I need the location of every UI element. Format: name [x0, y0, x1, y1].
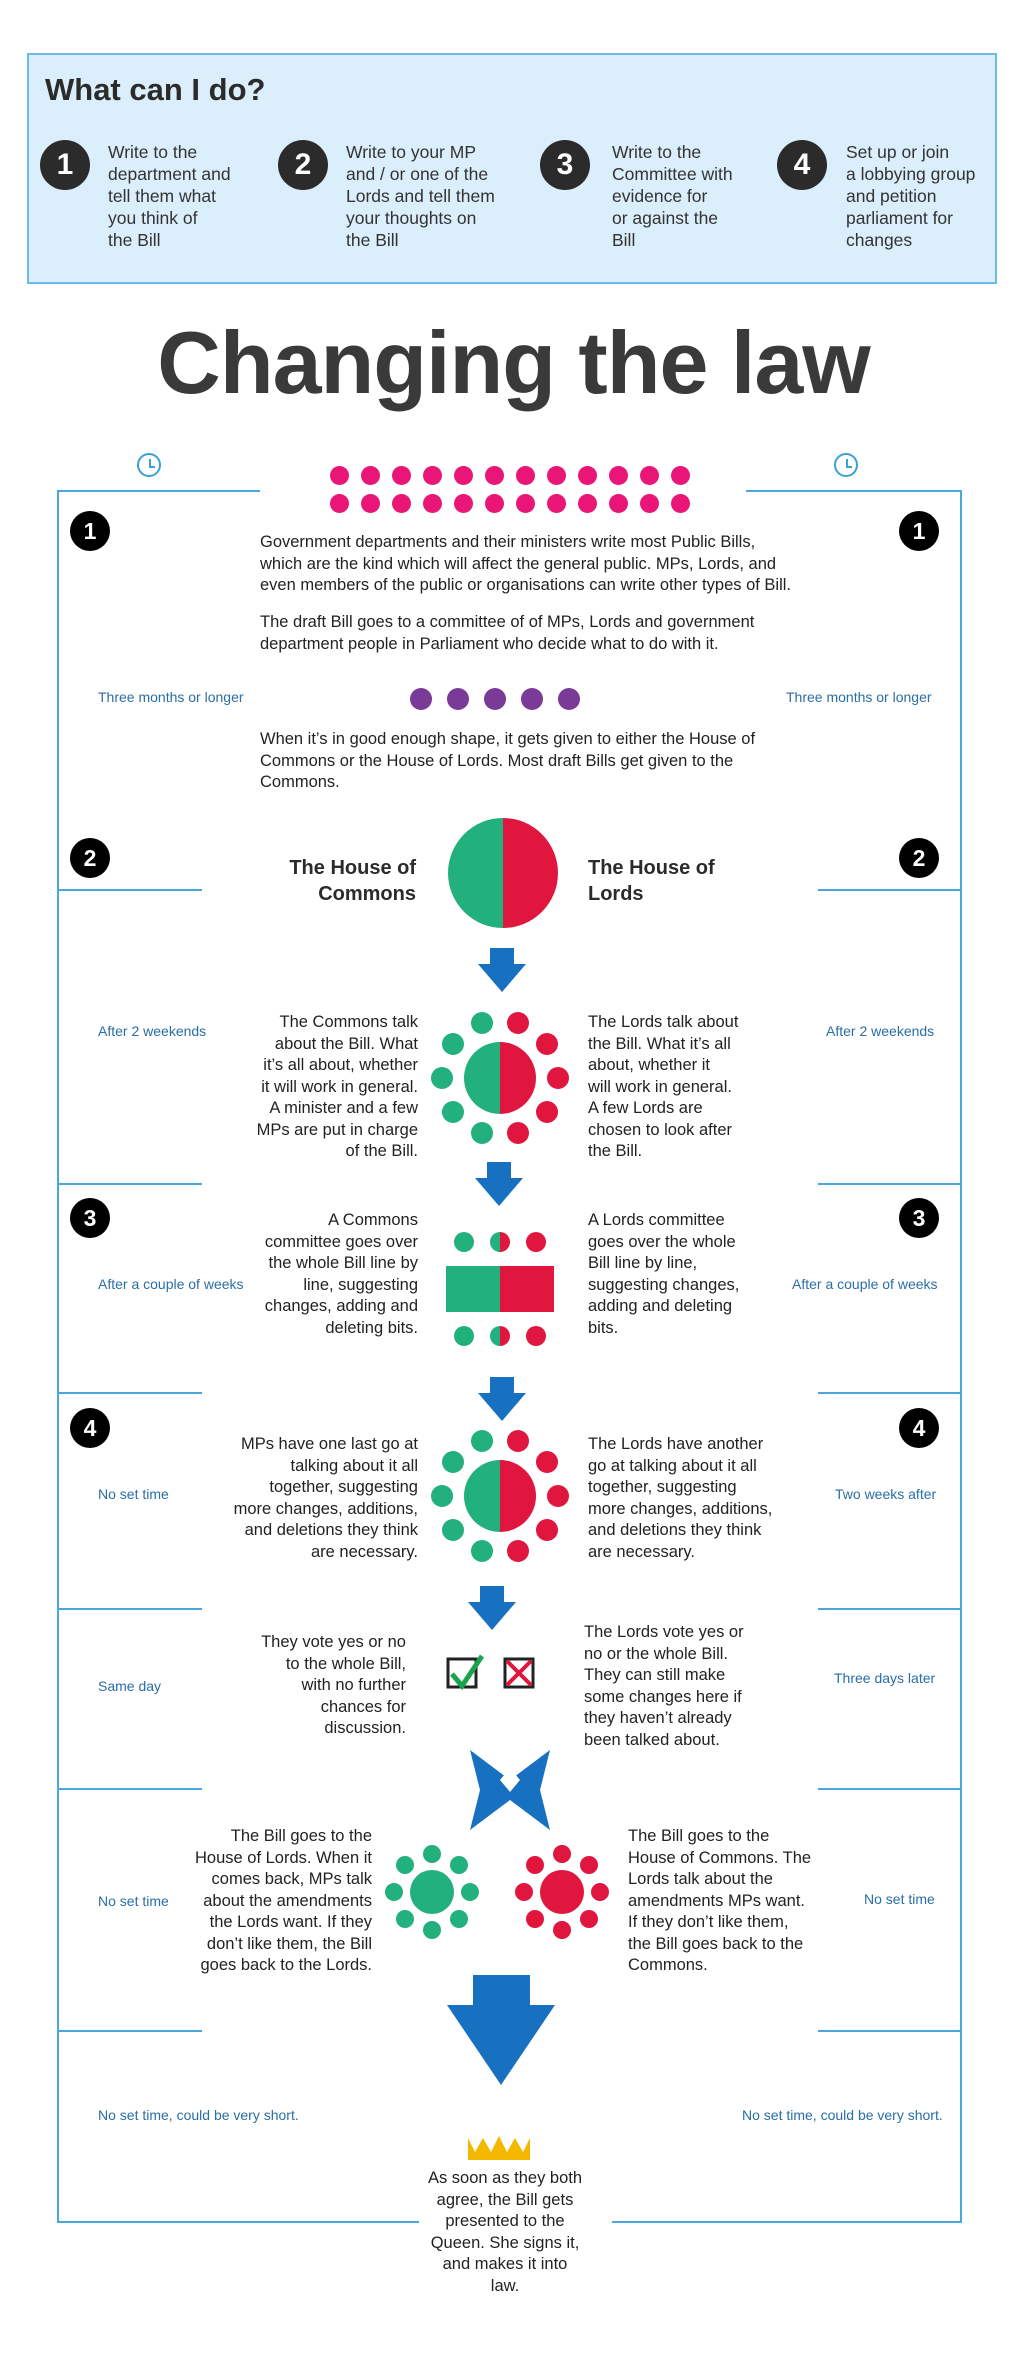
- member-dot: [536, 1033, 558, 1055]
- lords-ring: [516, 1846, 608, 1938]
- stage4-lords-text: The Lords have another go at talking about it all together, suggesting more changes, additions, and deletions they think are necessary.: [588, 1435, 773, 1561]
- house-of-lords-label: The House of Lords: [588, 857, 715, 905]
- step-2-number: 2: [278, 140, 328, 190]
- time-label-s1-left: Three months or longer: [98, 689, 244, 705]
- house-circle: [540, 1870, 584, 1914]
- committee-dot: [454, 1232, 474, 1252]
- time-label-return-right: No set time: [864, 1891, 935, 1907]
- committee-dot: [526, 1326, 546, 1346]
- time-label-s3-right: After a couple of weeks: [792, 1276, 938, 1292]
- member-dot: [442, 1101, 464, 1123]
- member-dot: [591, 1883, 609, 1901]
- member-dot: [431, 1485, 453, 1507]
- stage1-paragraph-3: When it’s in good enough shape, it gets given to either the House of Commons or the House of Lords. Most draft Bills get given to the Commons.: [260, 730, 756, 791]
- step-3-text: Write to the Committee with evidence for or against the Bill: [612, 142, 733, 250]
- committee-dot: [490, 1232, 510, 1252]
- member-dot: [553, 1921, 571, 1939]
- step-4-text: Set up or join a lobbying group and petition parliament for changes: [846, 142, 976, 250]
- stage2-commons-text: The Commons talk about the Bill. What it’s all about, whether it will work in general. A minister and a few MPs are put in charge of the Bill.: [256, 1013, 418, 1160]
- time-label-s2-left: After 2 weekends: [98, 1023, 207, 1039]
- stage-2-number-right: 2: [899, 838, 939, 878]
- step-1-number: 1: [40, 140, 90, 190]
- step-4-number: 4: [777, 140, 827, 190]
- time-label-final-right: No set time, could be very short.: [742, 2107, 943, 2123]
- stage2-debate-cluster: [432, 1010, 568, 1146]
- member-dot: [423, 1845, 441, 1863]
- stage-2-number-left: 2: [70, 838, 110, 878]
- final-text: As soon as they both agree, the Bill gets presented to the Queen. She signs it, and makes it into law.: [427, 2169, 583, 2295]
- stage4-debate-cluster: [432, 1428, 568, 1564]
- house-circle: [410, 1870, 454, 1914]
- stage-1-number-left: 1: [70, 511, 110, 551]
- return-lords-text: The Bill goes to the House of Commons. The Lords talk about the amendments MPs want. If they don’t like them, the Bill goes back to the Commons.: [628, 1827, 812, 1974]
- member-dot: [471, 1540, 493, 1562]
- member-dot: [507, 1122, 529, 1144]
- stage-1-number-right: 1: [899, 511, 939, 551]
- member-dot: [553, 1845, 571, 1863]
- arrow-down-4: [468, 1586, 516, 1630]
- step-2-text: Write to your MP and / or one of the Lords and tell them your thoughts on the Bill: [346, 142, 495, 250]
- stage1-paragraph-1: Government departments and their ministers write most Public Bills, which are the kind which will affect the general public. MPs, Lords, and even members of the public or organisations can write other types of Bill.: [260, 533, 792, 594]
- member-dot: [396, 1910, 414, 1928]
- member-dot: [385, 1883, 403, 1901]
- member-dot: [547, 1485, 569, 1507]
- return-commons-text: The Bill goes to the House of Lords. When it comes back, MPs talk about the amendments the Lords want. If they don’t like them, the Bill goes back to the Lords.: [194, 1827, 372, 1974]
- page-title: Changing the law: [157, 313, 870, 412]
- arrow-down-3: [478, 1377, 526, 1421]
- vote-no-icon: [505, 1659, 533, 1687]
- committee-table: [446, 1266, 554, 1312]
- member-dot: [515, 1883, 533, 1901]
- committee-dot: [454, 1326, 474, 1346]
- arrow-down-2: [475, 1162, 523, 1206]
- house-circle: [464, 1042, 536, 1114]
- member-dot: [536, 1451, 558, 1473]
- member-dot: [442, 1519, 464, 1541]
- time-label-vote-left: Same day: [98, 1678, 162, 1694]
- member-dot: [580, 1910, 598, 1928]
- time-label-s3-left: After a couple of weeks: [98, 1276, 244, 1292]
- stage-4-number-left: 4: [70, 1408, 110, 1448]
- time-label-s1-right: Three months or longer: [786, 689, 932, 705]
- member-dot: [507, 1430, 529, 1452]
- member-dot: [536, 1101, 558, 1123]
- split-arrows: [470, 1750, 550, 1830]
- time-label-s2-right: After 2 weekends: [826, 1023, 935, 1039]
- member-dot: [536, 1519, 558, 1541]
- big-arrow-down: [447, 1975, 555, 2085]
- member-dot: [471, 1012, 493, 1034]
- committee-dot: [526, 1232, 546, 1252]
- crown-icon: [468, 2136, 530, 2160]
- vote-lords-text: The Lords vote yes or no or the whole Bill. They can still make some changes here if they haven’t already been talked about.: [584, 1623, 744, 1749]
- vote-yes-icon: [448, 1656, 482, 1687]
- member-dot: [471, 1430, 493, 1452]
- committee-dot: [490, 1326, 510, 1346]
- panel-title: What can I do?: [45, 72, 266, 107]
- stage3-commons-text: A Commons committee goes over the whole Bill line by line, suggesting changes, adding and deleting bits.: [264, 1211, 418, 1337]
- arrow-down-1: [478, 948, 526, 992]
- commons-ring: [386, 1846, 478, 1938]
- time-label-s4-right: Two weeks after: [835, 1486, 937, 1502]
- member-dot: [507, 1012, 529, 1034]
- member-dot: [442, 1033, 464, 1055]
- member-dot: [461, 1883, 479, 1901]
- stage4-commons-text: MPs have one last go at talking about it all together, suggesting more changes, additions, and deletions they think are necessary.: [233, 1435, 418, 1561]
- member-dot: [547, 1067, 569, 1089]
- member-dot: [471, 1122, 493, 1144]
- time-label-return-left: No set time: [98, 1893, 169, 1909]
- member-dot: [450, 1856, 468, 1874]
- member-dot: [450, 1910, 468, 1928]
- house-circle: [464, 1460, 536, 1532]
- time-label-s4-left: No set time: [98, 1486, 169, 1502]
- house-of-commons-label: The House of Commons: [289, 857, 416, 905]
- step-3-number: 3: [540, 140, 590, 190]
- stage2-lords-text: The Lords talk about the Bill. What it’s all about, whether it will work in general. A few Lords are chosen to look after the Bill.: [588, 1013, 739, 1160]
- stage3-committee-table: [446, 1232, 554, 1352]
- stage-3-number-right: 3: [899, 1198, 939, 1238]
- time-label-final-left: No set time, could be very short.: [98, 2107, 299, 2123]
- vote-commons-text: They vote yes or no to the whole Bill, with no further chances for discussion.: [261, 1633, 406, 1737]
- step-1-text: Write to the department and tell them what you think of the Bill: [108, 142, 231, 250]
- stage1-paragraph-2: The draft Bill goes to a committee of of MPs, Lords and government department people in Parliament who decide what to do with it.: [260, 613, 755, 653]
- stage3-lords-text: A Lords committee goes over the whole Bill line by line, suggesting changes, adding and deleting bits.: [588, 1211, 740, 1337]
- member-dot: [423, 1921, 441, 1939]
- member-dot: [580, 1856, 598, 1874]
- member-dot: [431, 1067, 453, 1089]
- time-label-vote-right: Three days later: [834, 1670, 936, 1686]
- member-dot: [526, 1856, 544, 1874]
- member-dot: [507, 1540, 529, 1562]
- stage-3-number-left: 3: [70, 1198, 110, 1238]
- member-dot: [396, 1856, 414, 1874]
- member-dot: [442, 1451, 464, 1473]
- member-dot: [526, 1910, 544, 1928]
- stage-4-number-right: 4: [899, 1408, 939, 1448]
